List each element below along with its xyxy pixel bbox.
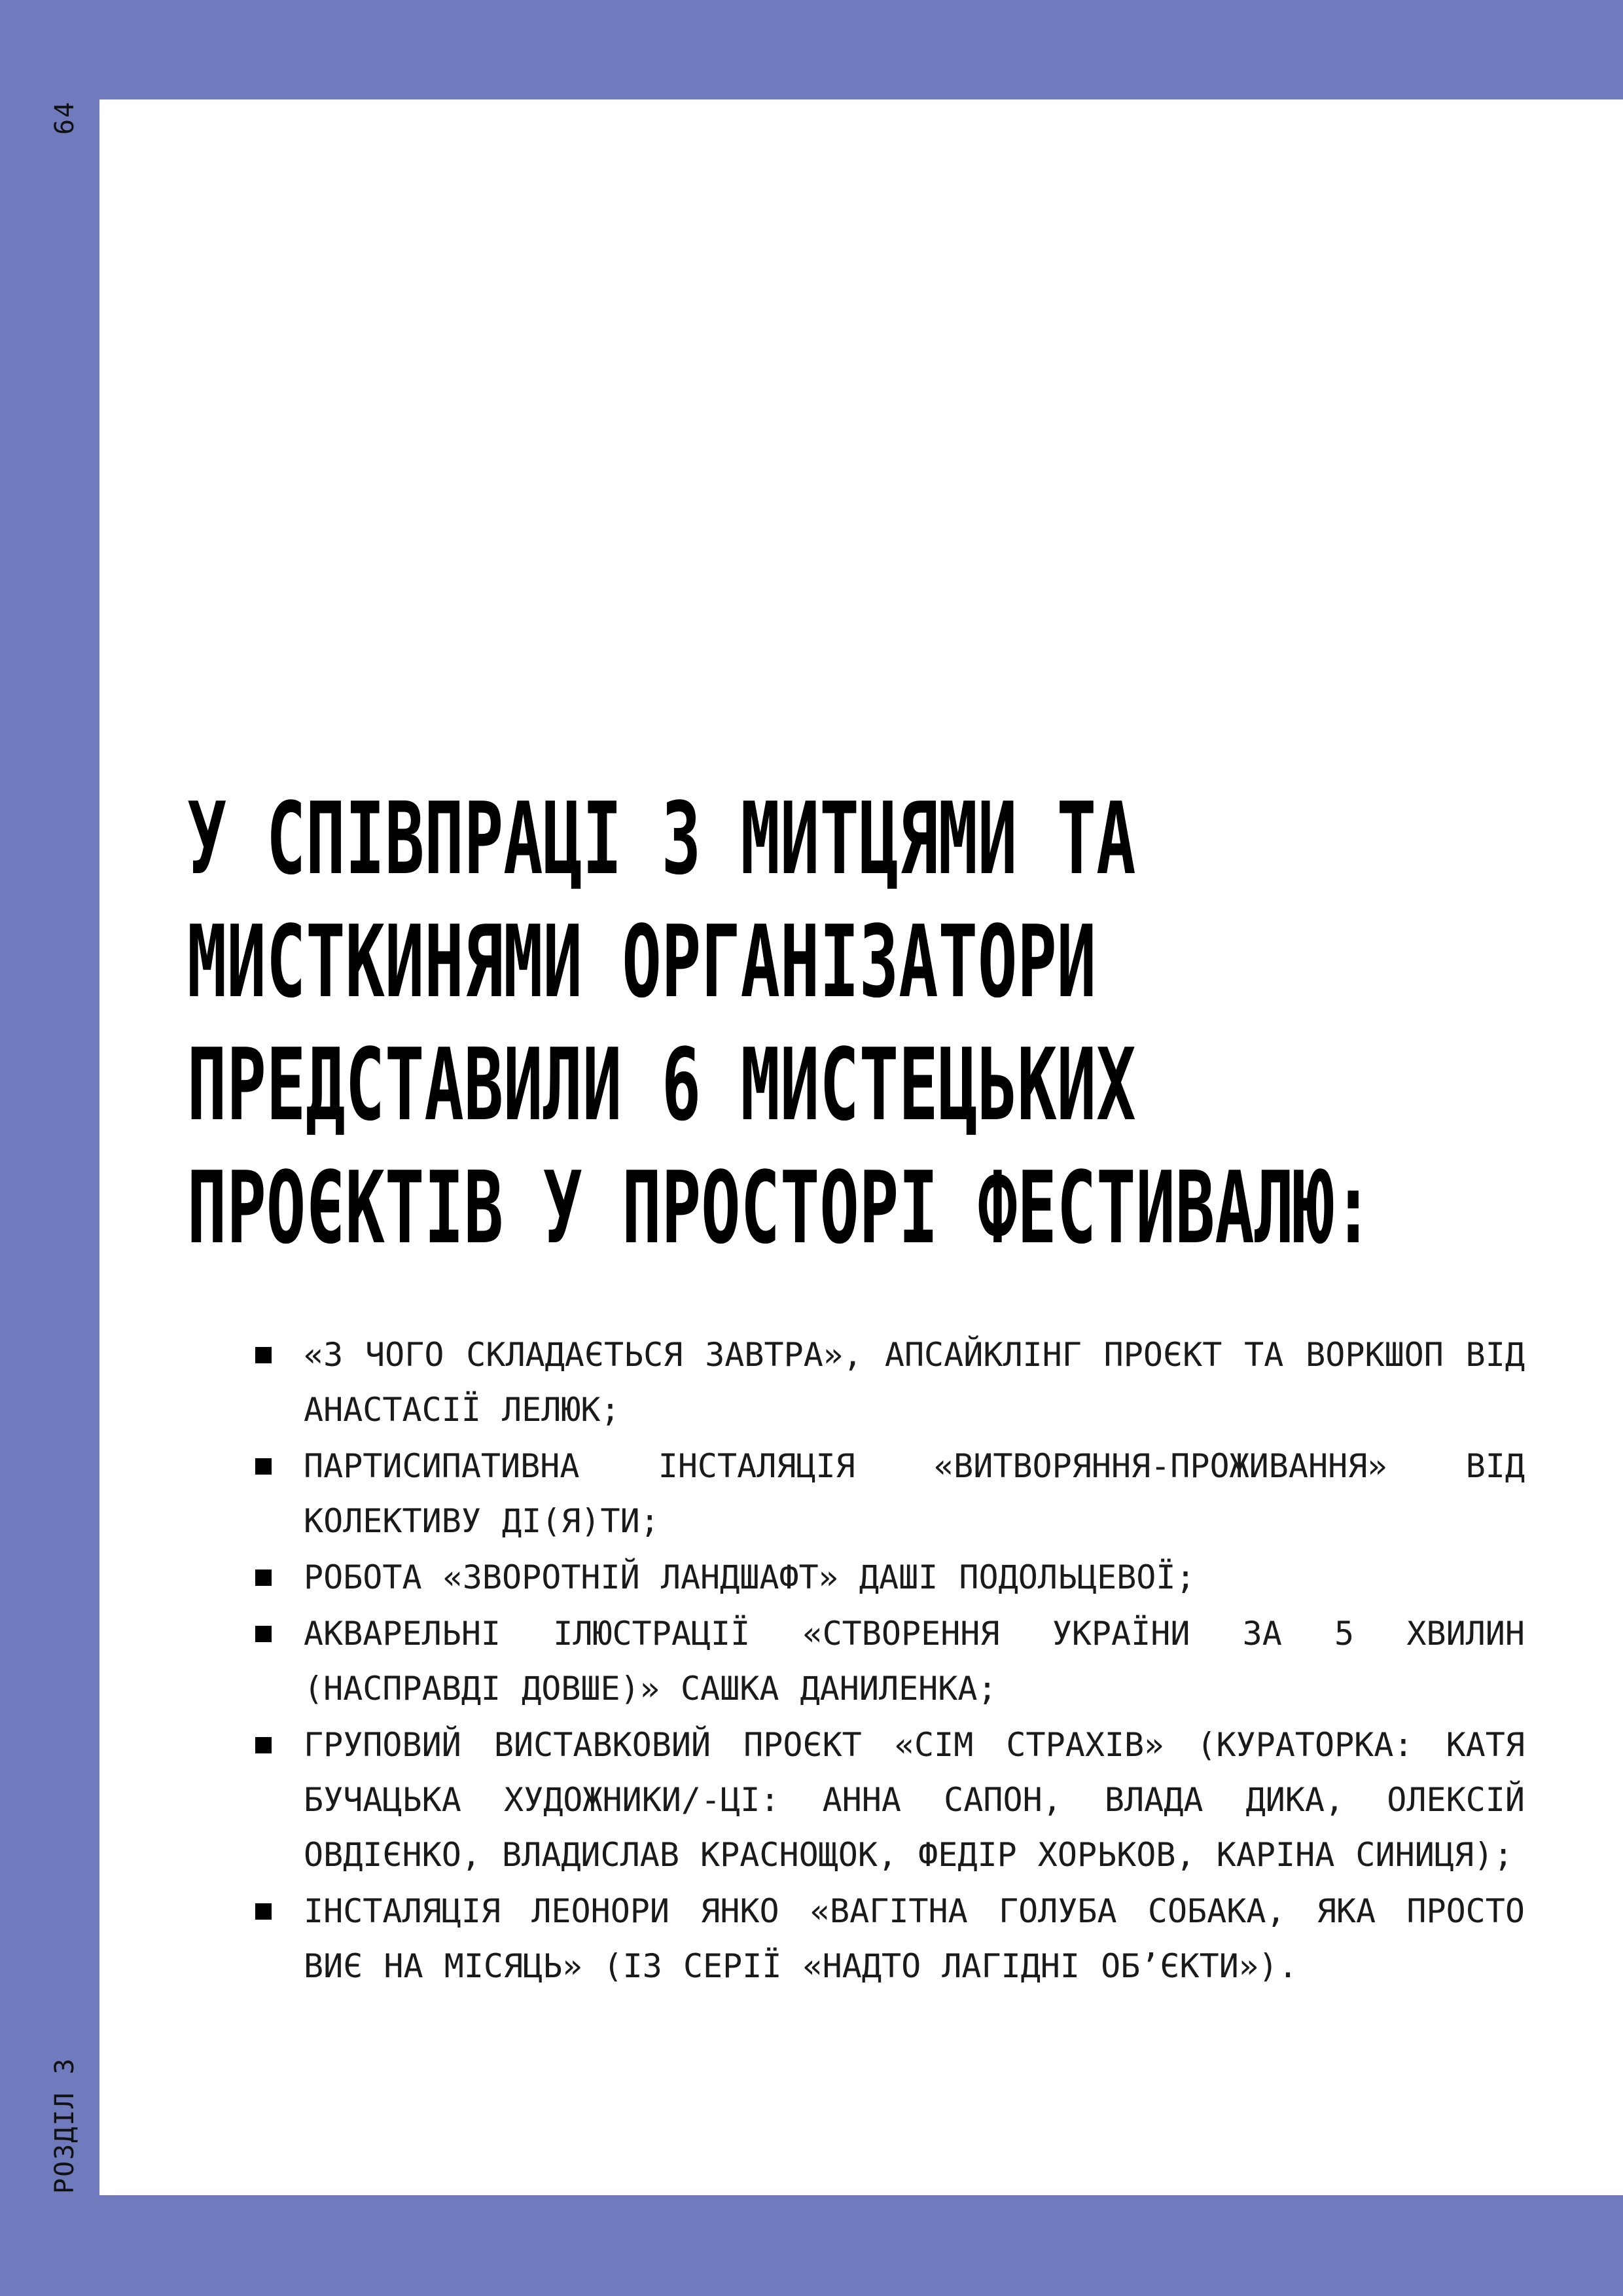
list-item	[254, 1884, 1525, 1994]
list-item	[254, 1717, 1525, 1882]
headline-line: МИСТКИНЯМИ ОРГАНІЗАТОРИ	[187, 904, 1097, 1020]
list-item	[254, 1550, 1525, 1605]
square-bullet-icon	[255, 1570, 272, 1586]
section-label: РОЗДІЛ 3	[50, 2057, 80, 2194]
list-item-text: РОБОТА «ЗВОРОТНІЙ ЛАНДШАФТ» ДАШІ ПОДОЛЬЦЕВОЇ;	[304, 1558, 1196, 1596]
list-item	[254, 1606, 1525, 1716]
headline-line: У СПІВПРАЦІ З МИТЦЯМИ ТА	[187, 781, 1136, 897]
page-number: 64	[50, 100, 80, 135]
list-item-text: ПАРТИСИПАТИВНА ІНСТАЛЯЦІЯ «ВИТВОРЯННЯ-ПРОЖИВАННЯ» ВІД КОЛЕКТИВУ ДІ(Я)ТИ;	[304, 1447, 1525, 1540]
headline	[187, 778, 1373, 1270]
square-bullet-icon	[255, 1347, 272, 1363]
project-list	[254, 1327, 1525, 1995]
list-item	[254, 1439, 1525, 1549]
list-item-text: ГРУПОВИЙ ВИСТАВКОВИЙ ПРОЄКТ «СІМ СТРАХІВ» (КУРАТОРКА: КАТЯ БУЧАЦЬКА ХУДОЖНИКИ/-ЦІ: АННА САПОН, ВЛАДА ДИКА, ОЛЕКСІЙ ОВДІЄНКО, ВЛАДИСЛАВ КРАСНОЩОК, ФЕДІР ХОРЬКОВ, КАРІНА СИНИЦЯ);	[304, 1726, 1525, 1874]
square-bullet-icon	[255, 1626, 272, 1642]
square-bullet-icon	[255, 1458, 272, 1475]
list-item	[254, 1327, 1525, 1437]
headline-line: ПРОЄКТІВ У ПРОСТОРІ ФЕСТИВАЛЮ:	[187, 1150, 1373, 1266]
square-bullet-icon	[255, 1903, 272, 1920]
headline-line: ПРЕДСТАВИЛИ 6 МИСТЕЦЬКИХ	[187, 1027, 1136, 1143]
square-bullet-icon	[255, 1737, 272, 1753]
list-item-text: АКВАРЕЛЬНІ ІЛЮСТРАЦІЇ «СТВОРЕННЯ УКРАЇНИ ЗА 5 ХВИЛИН (НАСПРАВДІ ДОВШЕ)» САШКА ДАНИЛЕНКА;	[304, 1615, 1525, 1708]
list-item-text: ІНСТАЛЯЦІЯ ЛЕОНОРИ ЯНКО «ВАГІТНА ГОЛУБА СОБАКА, ЯКА ПРОСТО ВИЄ НА МІСЯЦЬ» (ІЗ СЕРІЇ «НАДТО ЛАГІДНІ ОБ’ЄКТИ»).	[304, 1892, 1525, 1985]
list-item-text: «З ЧОГО СКЛАДАЄТЬСЯ ЗАВТРА», АПСАЙКЛІНГ ПРОЄКТ ТА ВОРКШОП ВІД АНАСТАСІЇ ЛЕЛЮК;	[304, 1336, 1525, 1429]
